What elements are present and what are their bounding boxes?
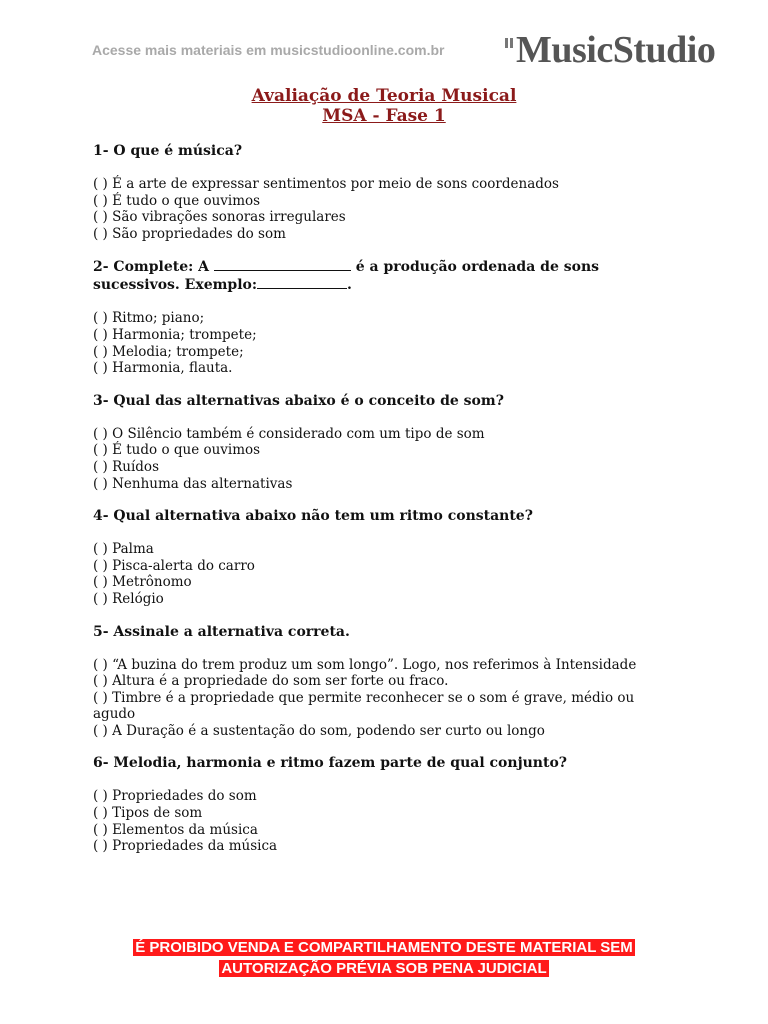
- question-2: [93, 258, 653, 376]
- option[interactable]: ( ) Timbre é a propriedade que permite reconhecer se o som é grave, médio ou agudo: [93, 689, 635, 723]
- answer-blank[interactable]: [214, 258, 351, 271]
- option[interactable]: ( ) Pisca-alerta do carro: [93, 557, 255, 574]
- question-3: [93, 393, 653, 492]
- option[interactable]: ( ) Palma: [93, 541, 154, 558]
- question-list: [93, 143, 653, 871]
- option[interactable]: ( ) Ruídos: [93, 458, 159, 475]
- question-title-part: 2- Complete: A: [93, 259, 214, 276]
- logo-text: MusicStudio: [516, 29, 716, 71]
- question-title: 5- Assinale a alternativa correta.: [93, 623, 350, 640]
- option[interactable]: ( ) Altura é a propriedade do som ser forte ou fraco.: [93, 673, 449, 690]
- option[interactable]: ( ) Elementos da música: [93, 821, 258, 838]
- question-title-part: é a produção ordenada de sons sucessivos. Exemplo:: [93, 259, 600, 294]
- option[interactable]: ( ) Melodia; trompete;: [93, 343, 244, 360]
- option[interactable]: ( ) Tipos de som: [93, 805, 203, 822]
- example-blank[interactable]: [257, 276, 347, 289]
- question-title: 1- O que é música?: [93, 143, 243, 159]
- title-line-1: Avaliação de Teoria Musical: [251, 86, 517, 106]
- option[interactable]: ( ) Relógio: [93, 590, 164, 607]
- option[interactable]: ( ) Propriedades da música: [93, 838, 278, 855]
- musicstudio-logo: [505, 28, 715, 72]
- logo-bars-icon: [505, 34, 513, 66]
- option[interactable]: ( ) São propriedades do som: [93, 225, 286, 242]
- question-6: [93, 755, 653, 854]
- option[interactable]: ( ) É tudo o que ouvimos: [93, 442, 261, 459]
- header-website-link[interactable]: Acesse mais materiais em musicstudioonline.com.br: [92, 42, 445, 58]
- option[interactable]: ( ) Nenhuma das alternativas: [93, 475, 293, 492]
- option[interactable]: ( ) São vibrações sonoras irregulares: [93, 209, 346, 226]
- question-title: [93, 258, 653, 294]
- option[interactable]: ( ) O Silêncio também é considerado com um tipo de som: [93, 425, 485, 442]
- document-title: [0, 86, 768, 126]
- option[interactable]: ( ) Harmonia, flauta.: [93, 360, 233, 377]
- option[interactable]: ( ) Harmonia; trompete;: [93, 326, 257, 343]
- option[interactable]: ( ) A Duração é a sustentação do som, podendo ser curto ou longo: [93, 722, 545, 739]
- title-line-2: MSA - Fase 1: [322, 106, 446, 126]
- option[interactable]: ( ) Ritmo; piano;: [93, 310, 205, 327]
- question-1: [93, 143, 653, 242]
- question-title: 6- Melodia, harmonia e ritmo fazem parte de qual conjunto?: [93, 755, 567, 772]
- notice-line-2: AUTORIZAÇÃO PRÉVIA SOB PENA JUDICIAL: [221, 960, 547, 977]
- question-title-part: .: [347, 277, 352, 294]
- option[interactable]: ( ) “A buzina do trem produz um som longo”. Logo, nos referimos à Intensidade: [93, 656, 637, 673]
- option[interactable]: ( ) É a arte de expressar sentimentos por meio de sons coordenados: [93, 176, 559, 192]
- option[interactable]: ( ) É tudo o que ouvimos: [93, 192, 261, 209]
- option[interactable]: ( ) Metrônomo: [93, 574, 192, 591]
- notice-line-1: É PROIBIDO VENDA E COMPARTILHAMENTO DESTE MATERIAL SEM: [135, 939, 633, 956]
- question-4: [93, 508, 653, 607]
- copyright-notice: [0, 937, 768, 979]
- question-5: [93, 624, 653, 740]
- question-title: 4- Qual alternativa abaixo não tem um ritmo constante?: [93, 508, 533, 525]
- option[interactable]: ( ) Propriedades do som: [93, 788, 257, 805]
- question-title: 3- Qual das alternativas abaixo é o conceito de som?: [93, 392, 504, 409]
